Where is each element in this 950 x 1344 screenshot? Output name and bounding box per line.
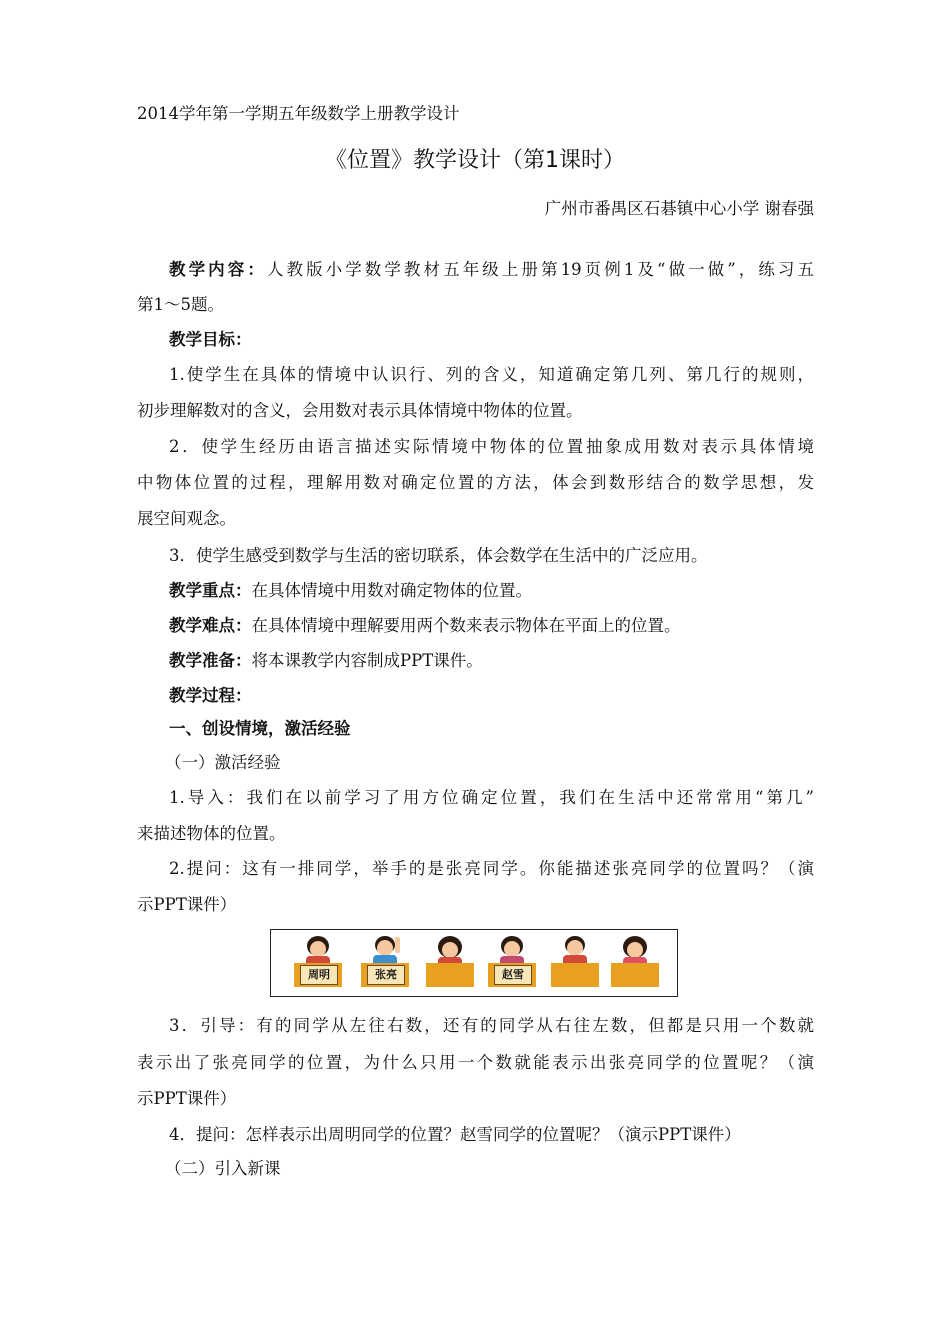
key-point-line <box>169 580 532 602</box>
name-sign: 周明 <box>300 965 338 985</box>
student-figure <box>484 933 540 993</box>
difficulty-text: 在具体情境中理解要用两个数来表示物体在平面上的位置。 <box>251 616 681 635</box>
goal-2-line-3: 展空间观念。 <box>137 509 236 528</box>
step-2-line-1: 2.提问：这有一排同学，举手的是张亮同学。你能描述张亮同学的位置吗？（演 <box>169 859 814 878</box>
step-3-line-1: 3．引导：有的同学从左往右数，还有的同学从右往左数，但都是只用一个数就 <box>169 1016 814 1035</box>
process-label: 教学过程： <box>169 686 252 705</box>
key-point-text: 在具体情境中用数对确定物体的位置。 <box>251 581 532 600</box>
difficulty-line <box>169 615 681 637</box>
student-figure <box>290 933 346 993</box>
section-1-heading: 一、创设情境，激活经验 <box>169 719 351 738</box>
key-point-label: 教学重点： <box>169 581 252 600</box>
document-title: 《位置》教学设计（第1课时） <box>325 148 625 173</box>
name-sign <box>557 965 593 983</box>
content-line-1 <box>169 259 814 281</box>
goal-2-line-2: 中物体位置的过程，理解用数对确定位置的方法，体会到数形结合的数学思想，发 <box>137 473 814 492</box>
goal-2-line-1: 2．使学生经历由语言描述实际情境中物体的位置抽象成用数对表示具体情境 <box>169 437 814 456</box>
goal-1-line-2: 初步理解数对的含义，会用数对表示具体情境中物体的位置。 <box>137 401 583 420</box>
student-figure <box>547 933 603 993</box>
difficulty-label: 教学难点： <box>169 616 252 635</box>
step-3-line-2: 表示出了张亮同学的位置，为什么只用一个数就能表示出张亮同学的位置呢？（演 <box>137 1053 814 1072</box>
prep-label: 教学准备： <box>169 651 252 670</box>
name-sign: 张亮 <box>367 965 405 985</box>
content-label: 教学内容： <box>169 260 267 279</box>
student-figure-raised-hand <box>357 933 413 993</box>
step-4: 4．提问：怎样表示出周明同学的位置？赵雪同学的位置呢？（演示PPT课件） <box>169 1125 741 1144</box>
student-figure <box>422 933 478 993</box>
step-3-line-3: 示PPT课件） <box>137 1089 237 1108</box>
content-text: 人教版小学数学教材五年级上册第19页例1及“做一做”，练习五 <box>266 260 814 279</box>
student-drawing <box>547 933 603 993</box>
content-line-2: 第1～5题。 <box>137 295 224 314</box>
students-row-illustration <box>270 929 678 997</box>
student-figure <box>607 933 663 993</box>
step-1-line-1: 1.导入：我们在以前学习了用方位确定位置，我们在生活中还常常用“第几” <box>169 788 814 807</box>
prep-text: 将本课教学内容制成PPT课件。 <box>251 651 483 670</box>
prep-line <box>169 650 483 672</box>
name-sign <box>432 965 468 983</box>
step-2-line-2: 示PPT课件） <box>137 895 237 914</box>
student-drawing <box>607 933 663 993</box>
subsection-1-heading: （一）激活经验 <box>165 753 281 772</box>
goal-3: 3．使学生感受到数学与生活的密切联系，体会数学在生活中的广泛应用。 <box>169 546 708 565</box>
document-header: 2014学年第一学期五年级数学上册教学设计 <box>137 104 460 123</box>
step-1-line-2: 来描述物体的位置。 <box>137 824 286 843</box>
student-drawing <box>422 933 478 993</box>
goal-1-line-1: 1.使学生在具体的情境中认识行、列的含义，知道确定第几列、第几行的规则， <box>169 365 814 384</box>
name-sign <box>617 965 653 983</box>
author-line: 广州市番禺区石碁镇中心小学 谢春强 <box>544 199 814 218</box>
name-sign: 赵雪 <box>494 965 532 985</box>
subsection-2-heading: （二）引入新课 <box>165 1159 281 1178</box>
goals-label: 教学目标： <box>169 330 252 349</box>
